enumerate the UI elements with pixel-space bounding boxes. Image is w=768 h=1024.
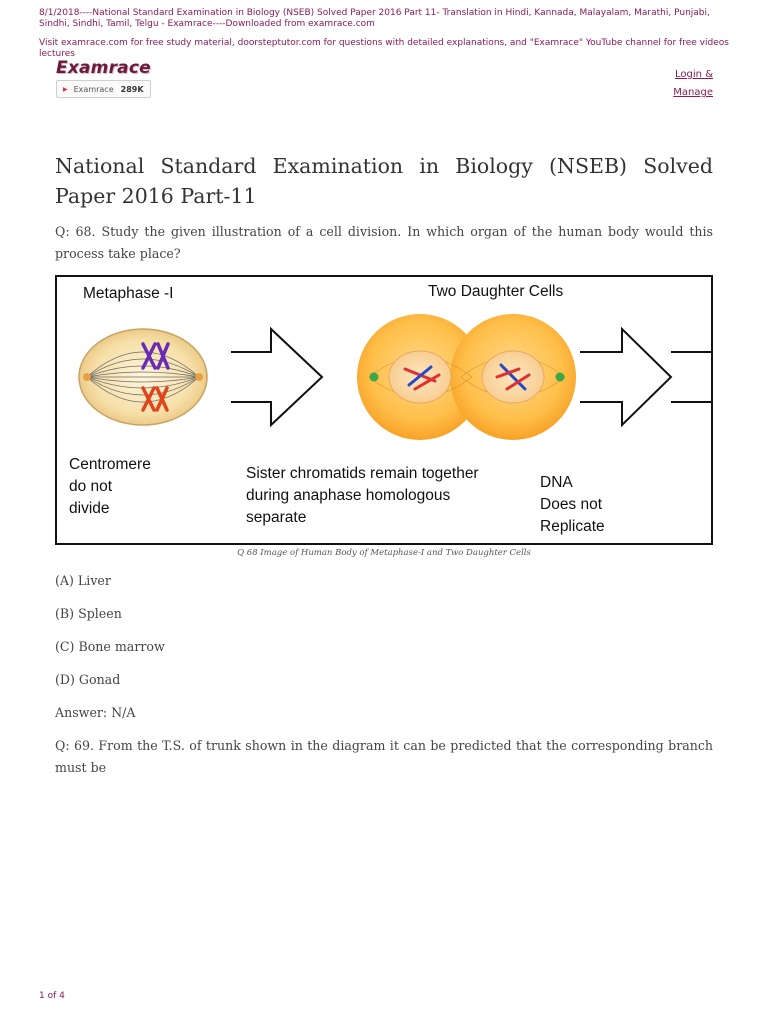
login-link[interactable]: Login & [675,69,713,80]
arrow-right-icon [231,329,322,425]
option-c: (C) Bone marrow [55,639,165,654]
label-metaphase: Metaphase -I [83,285,174,302]
page-header-text: 8/1/2018----National Standard Examination in Biology (NSEB) Solved Paper 2016 Part 11- Translation in Hindi, Kannada, Malayalam, Marathi, Punjabi, Sindhi, Sindhi, Tamil, Telgu - Examrace----Downloaded from examrace.com [39,8,710,29]
label-centromere: Centromere do not divide [69,456,151,517]
daughter-cells [357,314,576,440]
figure-caption: Q 68 Image of Human Body of Metaphase-I and Two Daughter Cells [237,548,531,558]
manage-link[interactable]: Manage [673,87,713,98]
play-icon: ▶ [63,85,68,93]
subscriber-count: 289K [120,84,144,94]
page-counter: 1 of 4 [39,991,65,1001]
question-69: Q: 69. From the T.S. of trunk shown in the diagram it can be predicted that the corresponding branch must be [55,738,713,775]
option-d: (D) Gonad [55,672,121,687]
examrace-logo[interactable] [56,58,151,78]
cell-division-figure [55,275,713,545]
label-sister-chromatids: Sister chromatids remain together during anaphase homologous separate [246,465,479,526]
logo-text: Examrace [56,58,151,78]
question-68: Q: 68. Study the given illustration of a cell division. In which organ of the human body would this process take place? [55,224,713,261]
option-b: (B) Spleen [55,606,122,621]
option-a: (A) Liver [55,573,111,588]
metaphase-cell [79,329,207,425]
visit-notice: Visit examrace.com for free study material, doorsteptutor.com for questions with detailed explanations, and "Examrace" YouTube channel for free videos lectures [39,38,729,59]
page-title: National Standard Examination in Biology (NSEB) Solved Paper 2016 Part-11 [55,154,713,208]
arrow-right-icon [580,329,711,425]
youtube-channel-name: Examrace [73,84,114,94]
youtube-subscribe-button[interactable] [56,80,151,98]
auth-links [673,66,713,102]
answer-text: Answer: N/A [55,705,136,720]
label-daughter-cells: Two Daughter Cells [428,283,564,300]
label-dna: DNA Does not Replicate [540,474,605,535]
